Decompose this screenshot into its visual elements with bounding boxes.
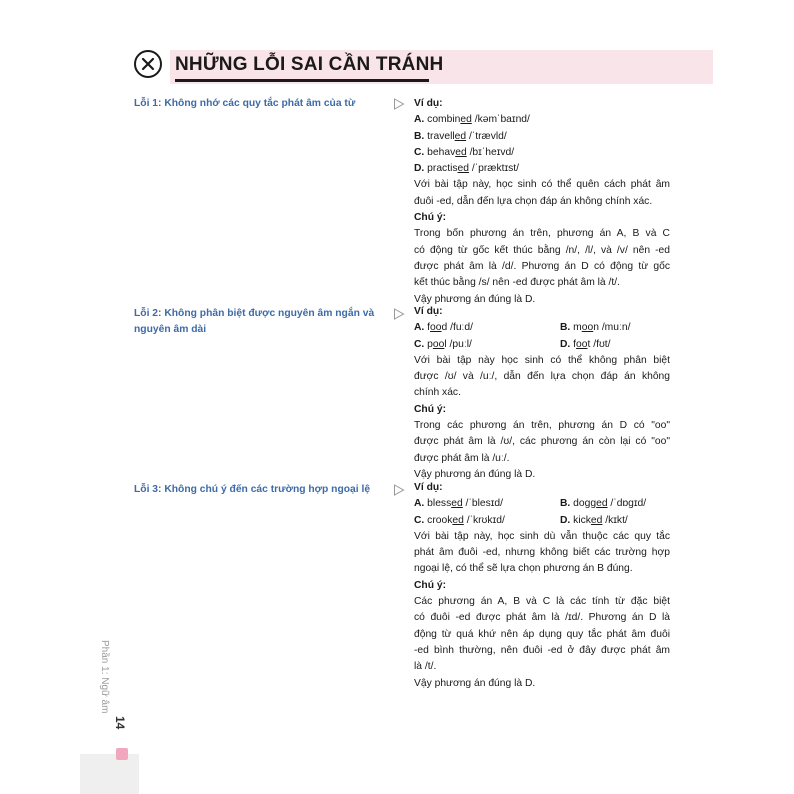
explanation-line: Với bài tập này, học sinh dù vẫn thuộc các quy tắc [414,530,670,542]
option-d: D. foot /fʊt/ [560,338,611,350]
footer-bar [80,754,139,794]
error-2-content [414,304,670,483]
note-line: Các phương án A, B và C là các tính từ đặc biệt [414,596,670,608]
option-c: C. pool /puːl/ [414,338,472,350]
conclusion: Vậy phương án đúng là D. [414,468,536,480]
explanation-line: Với bài tập này học sinh có thể không phân biệt [414,354,670,366]
note-line: Trong các phương án trên, phương án D có "oo" [414,420,670,432]
note-line: được phát âm là /d/. Phương án D có động từ gốc [414,260,670,272]
error-title-3: Lỗi 3: Không chú ý đến các trường hợp ngoại lệ [134,484,371,495]
error-title-1: Lỗi 1: Không nhớ các quy tắc phát âm của từ [134,98,356,109]
arrow-icon [393,308,405,320]
error-title-2: Lỗi 2: Không phân biệt được nguyên âm ngắn và nguyên âm dài [134,308,375,335]
option-d: D. practised /ˈpræktɪst/ [414,163,519,175]
option-a: A. blessed /ˈblesɪd/ [414,498,503,510]
example-label: Ví dụ: [414,98,443,109]
page-title: NHỮNG LỖI SAI CẦN TRÁNH [175,54,444,75]
option-a: A. combined /kəmˈbaɪnd/ [414,114,530,126]
note-line: là /t/. [414,661,437,673]
error-1-content [414,96,670,308]
note-line: -ed bình thường, nên đuôi -ed ở đây được phát âm [414,644,670,656]
explanation-line: Với bài tập này, học sinh có thể quên cách phát âm [414,179,670,191]
option-d: D. kicked /kɪkt/ [560,514,628,526]
example-label: Ví dụ: [414,482,443,493]
conclusion: Vậy phương án đúng là D. [414,677,536,689]
explanation-line: ngoại lệ, có thể sẽ lựa chọn phương án B đúng. [414,563,633,575]
option-b: B. travelled /ˈtrævld/ [414,130,507,142]
note-line: được phát âm là /ʊ/, các phương án còn lại có "oo" [414,436,670,448]
option-a: A. food /fuːd/ [414,322,473,334]
explanation-line: đuôi -ed, dẫn đến lựa chọn đáp án không chính xác. [414,195,653,207]
example-label: Ví dụ: [414,306,443,317]
note-line: động từ quá khứ nên áp dụng quy tắc phát âm đuôi [414,628,670,640]
option-c: C. behaved /bɪˈheɪvd/ [414,146,515,158]
explanation-line: phát âm đuôi -ed, nhưng không biết các trường hợp [414,547,670,559]
explanation-line: được /ʊ/ và /uː/, dẫn đến lựa chọn đáp án không [414,371,670,383]
option-b: B. dogged /ˈdɒɡɪd/ [560,498,647,510]
page-number: 14 [113,716,127,730]
option-row [414,496,670,512]
option-b: B. moon /muːn/ [560,322,631,334]
title-underline [175,79,429,82]
note-line: Trong bốn phương án trên, phương án A, B và C [414,228,670,240]
option-row [414,337,670,353]
conclusion: Vậy phương án đúng là D. [414,293,536,305]
note-label: Chú ý: [414,212,447,224]
option-c: C. crooked /ˈkrʊkɪd/ [414,514,505,526]
x-circle-icon [134,50,162,78]
arrow-icon [393,484,405,496]
note-label: Chú ý: [414,579,447,591]
option-row [414,320,670,336]
note-line: có động từ gốc kết thúc bằng /n/, /l/, và /v/ nên -ed [414,244,670,256]
option-row [414,513,670,529]
note-line: được phát âm là /uː/. [414,452,510,464]
note-label: Chú ý: [414,403,447,415]
section-label: Phần 1: Ngữ âm [99,640,110,714]
page-marker [116,748,128,760]
explanation-line: chính xác. [414,387,461,399]
note-line: kết thúc bằng /s/ nên -ed được phát âm là /t/. [414,277,620,289]
arrow-icon [393,98,405,110]
note-line: có đuôi -ed được phát âm là /ɪd/. Phương án D là [414,612,670,624]
error-3-content [414,480,670,692]
